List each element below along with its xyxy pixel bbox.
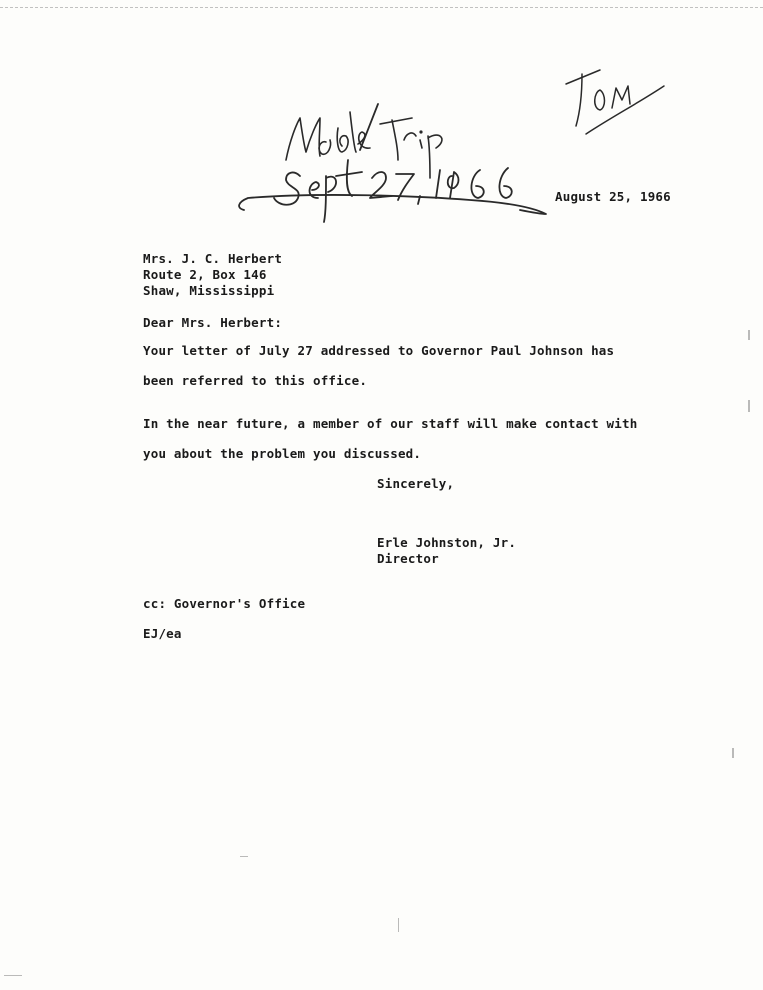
salutation: Dear Mrs. Herbert:	[143, 315, 283, 330]
scan-speck	[398, 918, 399, 932]
scan-speck	[748, 400, 750, 412]
recipient-address-line2: Shaw, Mississippi	[143, 283, 275, 298]
body-line: been referred to this office.	[143, 373, 368, 388]
body-line: you about the problem you discussed.	[143, 446, 422, 461]
scan-speck	[748, 330, 750, 340]
cc-line: cc: Governor's Office	[143, 596, 306, 611]
recipient-name: Mrs. J. C. Herbert	[143, 251, 283, 266]
recipient-address-line1: Route 2, Box 146	[143, 267, 267, 282]
signer-title: Director	[377, 551, 439, 566]
scan-speck	[732, 748, 734, 758]
scan-speck	[4, 975, 22, 976]
signer-name: Erle Johnston, Jr.	[377, 535, 517, 550]
body-line: In the near future, a member of our staff will make contact with	[143, 416, 638, 431]
letter-date: August 25, 1966	[555, 189, 671, 204]
body-line: Your letter of July 27 addressed to Governor Paul Johnson has	[143, 343, 615, 358]
closing: Sincerely,	[377, 476, 455, 491]
scan-speck	[240, 856, 248, 857]
reference-initials: EJ/ea	[143, 626, 182, 641]
